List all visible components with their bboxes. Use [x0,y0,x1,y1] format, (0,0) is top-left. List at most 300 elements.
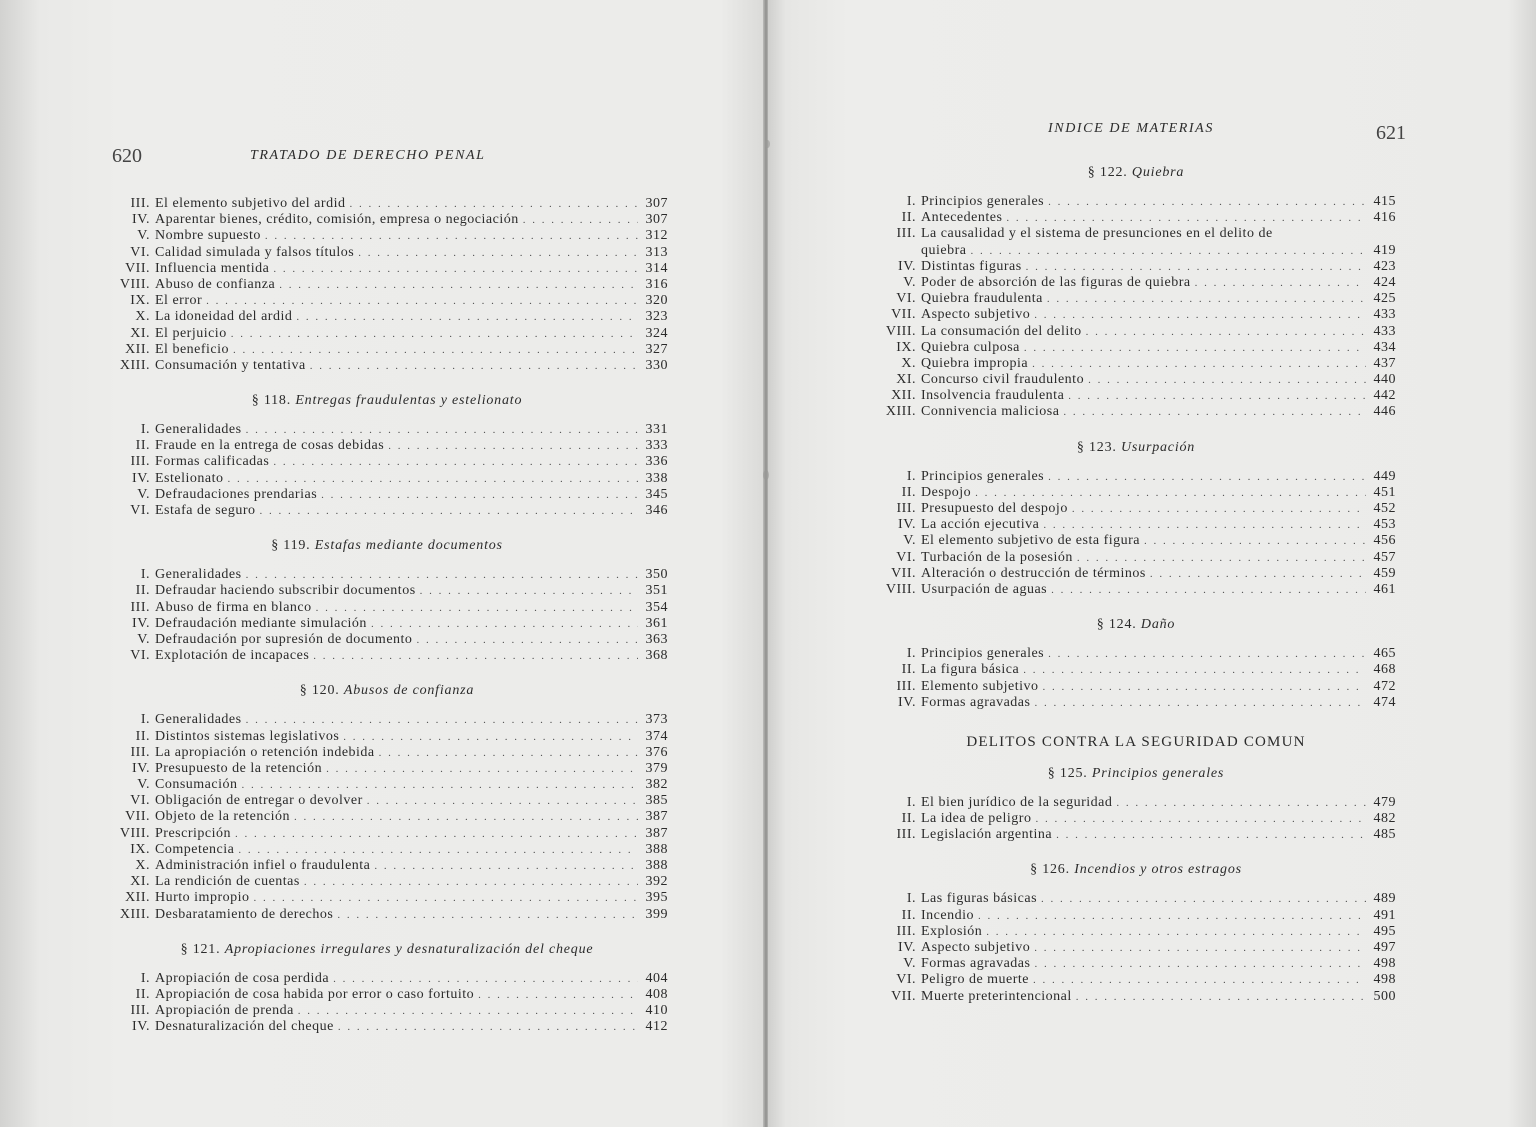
dot-leader [478,987,638,1003]
dot-leader [1023,662,1366,678]
index-entry [106,761,668,777]
dot-leader [233,342,638,358]
section-heading [106,676,668,706]
dot-leader [333,971,638,987]
dot-leader [1088,372,1366,388]
entry-title: Defraudaciones prendarias [155,486,318,502]
entry-title: Abuso de confianza [155,276,276,292]
dot-leader [246,422,638,438]
dot-leader [1034,307,1366,323]
entry-numeral: V. [137,486,150,502]
entry-title: El elemento subjetivo de esta figura [921,533,1140,549]
entry-title: Hurto impropio [155,890,250,906]
dot-leader [273,454,638,470]
entry-numeral: III. [130,599,150,615]
entry-numeral: VII. [891,307,916,323]
section-title: Abusos de confianza [343,683,475,699]
entry-title: Estelionato [155,470,224,486]
section-heading [106,386,668,416]
entry-title: Competencia [155,841,235,857]
left-groups [106,196,668,1036]
dot-leader [1033,972,1366,988]
entry-numeral: V. [903,533,916,549]
entry-title: Elemento subjetivo [921,678,1039,694]
index-entry [106,293,668,309]
dot-leader [1048,194,1366,210]
entry-numeral: II. [901,484,916,500]
entry-numeral: III. [130,744,150,760]
index-entry [106,454,668,470]
entry-page: 437 [1373,355,1396,371]
dot-leader [313,648,638,664]
dot-leader [338,1019,638,1035]
index-entry [106,309,668,325]
entry-numeral: III. [130,196,150,211]
entry-title: Explotación de incapaces [155,648,310,664]
entry-page: 446 [1373,404,1396,420]
index-entry [876,811,1396,827]
section-number: § 125. [1047,765,1088,781]
dot-leader [374,858,638,874]
index-entry [106,261,668,277]
binding-mark [765,140,770,148]
entry-title: Apropiación de prenda [155,1003,294,1019]
index-section [876,433,1396,599]
dot-leader [420,583,638,599]
index-entry [876,679,1396,695]
right-index-column [876,158,1396,1005]
entry-page: 468 [1373,662,1396,678]
dot-leader [523,212,638,228]
entry-numeral: II. [901,662,916,678]
dot-leader [1034,940,1366,956]
dot-leader [970,243,1366,259]
entry-page: 408 [645,986,668,1002]
dot-leader [1063,404,1366,420]
entry-numeral: XII. [125,341,150,357]
entry-numeral: VII. [891,565,916,581]
dot-leader [1150,566,1366,582]
entry-title: Consumación [155,777,238,793]
entry-numeral: V. [903,956,916,972]
entry-title: La idea de peligro [921,811,1032,827]
entry-title: El bien jurídico de la seguridad [921,794,1113,810]
entry-numeral: XIII. [885,404,916,420]
entry-title: Las figuras básicas [921,891,1038,907]
entry-numeral: VII. [125,809,150,825]
dot-leader [279,277,638,293]
entry-numeral: IV. [132,760,150,776]
entry-page: 465 [1373,646,1396,662]
index-entry [106,277,668,293]
entry-numeral: VIII. [885,323,916,339]
entry-title: Objeto de la retención [155,809,291,825]
index-entry [876,307,1396,323]
entry-page: 320 [645,293,668,309]
dot-leader [1034,956,1366,972]
index-entry [876,210,1396,226]
entry-title: Alteración o destrucción de términos [921,565,1146,581]
index-entry [876,566,1396,582]
index-entry [106,907,668,923]
index-entry [106,358,668,374]
entry-page: 350 [645,567,668,583]
entry-page: 479 [1373,794,1396,810]
entry-page: 345 [645,486,668,502]
dot-leader [1042,679,1366,695]
entry-title: Quiebra culposa [921,339,1020,355]
entry-numeral: II. [135,728,150,744]
entry-numeral: II. [901,210,916,226]
entry-numeral: IV. [132,1019,150,1035]
index-entry [106,971,668,987]
entry-numeral: XIII. [119,357,150,373]
section-heading [876,759,1396,789]
entry-title: Incendio [921,907,974,923]
section-title: Incendios y otros estragos [1074,862,1242,878]
entry-numeral: VII. [125,260,150,276]
index-entry [876,972,1396,988]
entry-title: Apropiación de cosa perdida [155,970,330,986]
dot-leader [975,485,1366,501]
index-entry [876,827,1396,843]
dot-leader [1034,695,1366,711]
dot-leader [228,471,639,487]
dot-leader [304,874,638,890]
entry-title: Distintos sistemas legislativos [155,728,340,744]
entry-numeral: XI. [130,874,150,890]
index-entry [106,503,668,519]
section-heading [876,433,1396,463]
index-entry [106,874,668,890]
entry-numeral: VII. [891,988,916,1004]
entry-title: Generalidades [155,567,242,583]
entry-page: 351 [645,583,668,599]
entry-title: Generalidades [155,712,242,728]
entry-title: Turbación de la posesión [921,549,1073,565]
entry-page: 423 [1373,258,1396,274]
entry-numeral: IX. [130,841,150,857]
entry-title: Desbaratamiento de derechos [155,906,334,922]
entry-title: El perjuicio [155,325,227,341]
entry-title: Calidad simulada y falsos títulos [155,244,355,260]
entry-title: Consumación y tentativa [155,357,306,373]
dot-leader [265,228,638,244]
running-title: TRATADO DE DERECHO PENAL [250,148,486,163]
dot-leader [1048,469,1366,485]
entry-numeral: II. [901,811,916,827]
dot-leader [1035,811,1366,827]
entry-numeral: XII. [891,388,916,404]
entry-page: 416 [1373,210,1396,226]
dot-leader [1144,533,1366,549]
index-entry [106,890,668,906]
entry-numeral: X. [135,309,150,325]
entry-numeral: II. [901,907,916,923]
entry-title: Formas calificadas [155,454,270,470]
part-heading: DELITOS CONTRA LA SEGURIDAD COMUN [966,733,1306,750]
index-entry [106,1003,668,1019]
entry-numeral: V. [137,777,150,793]
entry-title: El beneficio [155,341,230,357]
entry-page: 415 [1373,194,1396,209]
entry-title: Distintas figuras [921,258,1022,274]
index-section [876,759,1396,844]
entry-numeral: V. [137,228,150,244]
entry-page: 497 [1373,940,1396,955]
dot-leader [1076,989,1366,1005]
entry-numeral: I. [906,646,916,662]
dot-leader [349,196,638,212]
dot-leader [294,809,638,825]
entry-page: 388 [645,858,668,873]
section-title: Usurpación [1121,439,1196,455]
entry-title: Muerte preterintencional [921,988,1072,1004]
index-entry [876,243,1396,259]
dot-leader [1047,291,1366,307]
entry-page: 388 [645,841,668,857]
entry-numeral: IV. [898,694,916,710]
index-section [876,610,1396,711]
dot-leader [379,745,638,761]
index-entry [106,858,668,874]
entry-title: La acción ejecutiva [921,517,1040,533]
entry-title: Formas agravadas [921,694,1031,710]
entry-page: 451 [1373,484,1396,500]
section-number: § 123. [1076,439,1117,455]
entry-numeral: III. [896,827,916,843]
index-entry [876,940,1396,956]
entry-title: Defraudación mediante simulación [155,615,367,631]
entry-title: Generalidades [155,422,242,438]
index-entry [876,646,1396,662]
entry-title: Quiebra fraudulenta [921,291,1043,307]
section-heading [106,531,668,561]
entry-numeral: IV. [898,258,916,274]
entry-numeral: X. [135,858,150,873]
entry-numeral: I. [906,891,916,907]
index-entry [876,388,1396,404]
entry-page: 440 [1373,372,1396,388]
entry-numeral: I. [906,468,916,484]
entry-page: 387 [645,825,668,841]
index-section [876,158,1396,421]
index-entry [106,326,668,342]
entry-page: 316 [645,276,668,292]
entry-numeral: III. [130,454,150,470]
dot-leader [337,907,638,923]
index-entry [876,485,1396,501]
index-entry [876,989,1396,1005]
entry-title: Fraude en la entrega de cosas debidas [155,438,385,454]
entry-page: 399 [645,906,668,922]
index-entry [106,487,668,503]
entry-title: Insolvencia fraudulenta [921,388,1065,404]
dot-leader [1006,210,1366,226]
entry-title: La figura básica [921,662,1020,678]
index-entry [876,340,1396,356]
entry-numeral: IV. [132,615,150,631]
index-entry [106,471,668,487]
index-entry [106,632,668,648]
dot-leader [1024,340,1366,356]
index-entry [106,583,668,599]
entry-page: 491 [1373,907,1396,923]
entry-title: Legislación argentina [921,827,1053,843]
entry-numeral: IV. [132,470,150,486]
section-number: § 126. [1030,862,1070,878]
entry-page: 323 [645,309,668,325]
entry-page: 410 [645,1003,668,1019]
entry-page: 419 [1373,242,1396,258]
entry-page: 363 [645,631,668,647]
entry-title: Obligación de entregar o devolver [155,793,363,809]
entry-title: Apropiación de cosa habida por error o caso fortuito [155,986,475,1002]
entry-page: 498 [1373,972,1396,988]
dot-leader [1026,259,1366,275]
section-heading [876,855,1396,885]
index-entry [106,212,668,228]
index-entry [876,226,1396,242]
index-entry [106,245,668,261]
index-entry [876,291,1396,307]
entry-page: 379 [645,760,668,776]
entry-title: El error [155,293,203,309]
index-entry [876,469,1396,485]
dot-leader [1068,388,1366,404]
entry-numeral: IV. [132,212,150,228]
index-section [876,855,1396,1004]
entry-title: La apropiación o retención indebida [155,744,375,760]
index-entry [106,422,668,438]
entry-numeral: VI. [896,291,916,307]
index-entry [106,616,668,632]
entry-numeral: III. [130,1003,150,1019]
index-entry [106,793,668,809]
index-entry [876,259,1396,275]
dot-leader [260,503,638,519]
entry-page: 385 [645,793,668,809]
entry-title: Formas agravadas [921,956,1031,972]
index-section [106,196,668,374]
entry-title: La rendición de cuentas [155,874,300,890]
entry-title: Aparentar bienes, crédito, comisión, empresa o negociación [155,212,519,228]
index-entry [106,842,668,858]
entry-page: 500 [1373,988,1396,1004]
dot-leader [246,712,638,728]
dot-leader [1077,550,1366,566]
index-entry [106,567,668,583]
index-entry [106,809,668,825]
index-entry [876,662,1396,678]
entry-title: Aspecto subjetivo [921,307,1031,323]
entry-numeral: III. [896,678,916,694]
entry-numeral: V. [137,631,150,647]
dot-leader [298,1003,638,1019]
entry-numeral: XII. [125,890,150,906]
section-title: Estafas mediante documentos [314,538,503,554]
entry-numeral: IV. [898,517,916,533]
dot-leader [273,261,638,277]
index-entry [106,712,668,728]
dot-leader [416,632,638,648]
index-entry [106,438,668,454]
index-entry [876,372,1396,388]
entry-page: 346 [645,503,668,518]
dot-leader [1056,827,1366,843]
entry-numeral: VI. [896,549,916,565]
entry-title: La causalidad y el sistema de presunciones en el delito de [921,226,1273,242]
section-number: § 120. [299,683,340,699]
entry-page: 392 [645,874,668,890]
dot-leader [1116,795,1366,811]
index-entry [106,196,668,212]
entry-numeral: II. [135,986,150,1002]
page-number: 620 [112,145,142,167]
index-section [106,531,668,664]
entry-page: 442 [1373,388,1396,404]
index-entry [876,324,1396,340]
dot-leader [358,245,638,261]
index-entry [876,956,1396,972]
dot-leader [238,842,638,858]
dot-leader [1041,891,1366,907]
dot-leader [1051,582,1366,598]
entry-page: 387 [645,809,668,825]
entry-title: Principios generales [921,468,1045,484]
entry-title: Nombre supuesto [155,228,261,244]
entry-page: 425 [1373,291,1396,307]
index-entry [106,729,668,745]
dot-leader [235,826,638,842]
entry-numeral: II. [135,438,150,454]
index-entry [876,404,1396,420]
entry-title: Defraudación por supresión de documento [155,631,413,647]
entry-title: Presupuesto del despojo [921,501,1068,516]
entry-page: 312 [645,228,668,244]
dot-leader [254,890,639,906]
entry-page: 459 [1373,565,1396,581]
entry-title: La idoneidad del ardid [155,309,293,325]
dot-leader [1032,356,1366,372]
entry-page: 434 [1373,339,1396,355]
entry-title: Usurpación de aguas [921,581,1048,597]
dot-leader [321,487,638,503]
entry-page: 495 [1373,923,1396,939]
dot-leader [231,326,638,342]
section-title: Daño [1140,617,1176,633]
right-groups-after-part [876,759,1396,1005]
section-number: § 122. [1087,165,1128,180]
entry-title: Explosión [921,923,983,939]
entry-title: Poder de absorción de las figuras de quiebra [921,274,1191,290]
entry-numeral: VIII. [119,825,150,841]
dot-leader [388,438,638,454]
entry-page: 314 [645,260,668,276]
entry-numeral: VI. [130,648,150,664]
entry-title: Concurso civil fraudulento [921,372,1085,388]
entry-title: Despojo [921,484,972,500]
dot-leader [343,729,638,745]
index-entry [876,275,1396,291]
entry-numeral: XI. [896,372,916,388]
index-entry [876,194,1396,210]
entry-numeral: II. [135,583,150,599]
entry-page: 489 [1373,891,1396,907]
index-entry [106,228,668,244]
index-entry [106,826,668,842]
entry-numeral: IX. [896,339,916,355]
